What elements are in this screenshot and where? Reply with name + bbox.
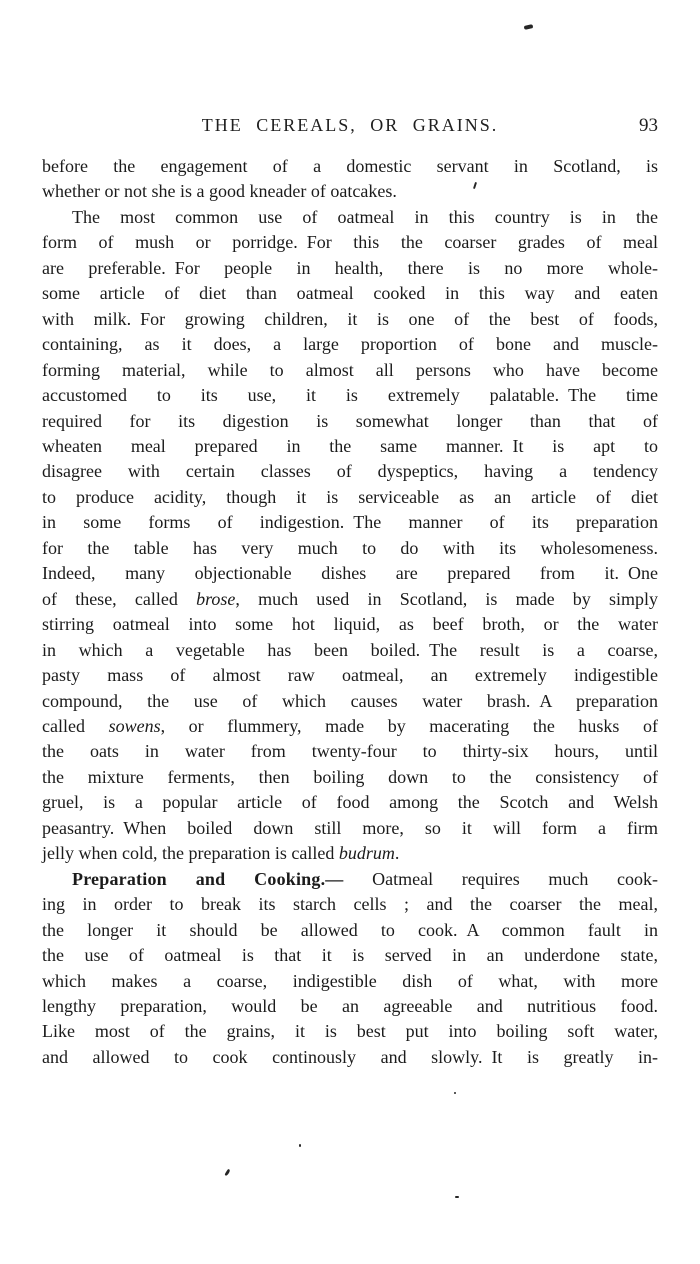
italic-term: sowens — [108, 715, 161, 736]
text-segment: accustomed to its use, it is extremely palatable. The time — [42, 385, 658, 406]
ink-speck — [455, 1196, 459, 1198]
text-line — [42, 485, 658, 510]
text-segment: , much used in Scotland, is made by simply — [235, 588, 658, 609]
text-line — [42, 739, 658, 764]
text-line — [42, 281, 658, 306]
italic-term: brose — [196, 588, 236, 609]
ink-speck — [299, 1144, 301, 1147]
text-segment: the use of oatmeal is that it is served in an underdone state, — [42, 945, 658, 966]
text-line — [42, 867, 658, 892]
text-segment: some article of diet than oatmeal cooked in this way and eaten — [42, 283, 658, 304]
page-number: 93 — [639, 115, 658, 136]
text-line — [42, 663, 658, 688]
text-segment: the oats in water from twenty-four to thirty-six hours, until — [42, 741, 658, 762]
text-segment: before the engagement of a domestic servant in Scotland, is — [42, 156, 658, 176]
text-line — [42, 841, 658, 866]
text-segment: and allowed to cook continously and slowly. It is greatly in- — [42, 1046, 658, 1067]
text-segment: Indeed, many objectionable dishes are prepared from it. One — [42, 563, 658, 584]
text-line — [42, 358, 658, 383]
text-line — [42, 969, 658, 994]
text-line — [42, 307, 658, 332]
text-segment: lengthy preparation, would be an agreeable and nutritious food. — [42, 995, 658, 1016]
text-segment: pasty mass of almost raw oatmeal, an extremely indigestible — [42, 665, 658, 686]
text-segment: ing in order to break its starch cells ; and the coarser the meal, — [42, 894, 658, 915]
text-segment: with milk. For growing children, it is one of the best of foods, — [42, 308, 658, 329]
text-line — [42, 765, 658, 790]
ink-speck — [454, 1092, 456, 1094]
section-heading: Preparation and Cooking.— — [72, 868, 344, 889]
text-segment: whether or not she is a good kneader of oatcakes. — [42, 181, 397, 202]
text-segment: Like most of the grains, it is best put into boiling soft water, — [42, 1021, 658, 1042]
text-segment: containing, as it does, a large proportion of bone and muscle- — [42, 334, 658, 355]
text-line — [42, 332, 658, 357]
italic-term: budrum — [338, 843, 395, 864]
text-line — [42, 612, 658, 637]
text-segment: to produce acidity, though it is serviceable as an article of diet — [42, 486, 658, 507]
text-line — [42, 409, 658, 434]
text-line — [42, 943, 658, 968]
text-segment: disagree with certain classes of dyspeptics, having a tendency — [42, 461, 658, 482]
text-segment: of these, called — [42, 588, 197, 609]
text-segment: , or flummery, made by macerating the husks of — [160, 715, 658, 736]
text-line — [42, 994, 658, 1019]
text-segment: stirring oatmeal into some hot liquid, as beef broth, or the water — [42, 614, 658, 635]
ink-speck — [524, 24, 534, 30]
text-segment: peasantry. When boiled down still more, so it will form a firm — [42, 817, 658, 838]
page-header-title: THE CEREALS, OR GRAINS. — [201, 115, 499, 135]
text-line — [42, 459, 658, 484]
text-line — [42, 256, 658, 281]
text-segment: are preferable. For people in health, there is no more whole- — [42, 257, 658, 278]
text-segment: in some forms of indigestion. The manner of its preparation — [42, 512, 658, 533]
text-line — [42, 230, 658, 255]
text-line — [42, 205, 658, 230]
text-line — [42, 638, 658, 663]
text-segment: gruel, is a popular article of food among the Scotch and Welsh — [42, 792, 658, 813]
text-line — [42, 918, 658, 943]
text-line — [42, 154, 658, 179]
text-line — [42, 816, 658, 841]
text-segment: for the table has very much to do with its wholesomeness. — [42, 537, 658, 558]
text-line — [42, 536, 658, 561]
text-segment: Oatmeal requires much cook- — [343, 868, 658, 889]
text-segment: The most common use of oatmeal in this country is in the — [72, 206, 658, 227]
text-line — [42, 1019, 658, 1044]
body-text — [42, 154, 658, 1070]
text-segment: . — [394, 843, 400, 864]
text-line — [42, 1045, 658, 1070]
text-line — [42, 179, 658, 204]
ink-speck — [224, 1169, 230, 1177]
text-line — [42, 510, 658, 535]
text-segment: called — [42, 715, 109, 736]
text-segment: which makes a coarse, indigestible dish of what, with more — [42, 970, 658, 991]
text-segment: wheaten meal prepared in the same manner. It is apt to — [42, 435, 658, 456]
text-line — [42, 383, 658, 408]
text-segment: form of mush or porridge. For this the coarser grades of meal — [42, 232, 658, 253]
text-line — [42, 689, 658, 714]
text-segment: forming material, while to almost all persons who have become — [42, 359, 658, 380]
running-header — [42, 115, 658, 136]
text-line — [42, 892, 658, 917]
text-segment: in which a vegetable has been boiled. The result is a coarse, — [42, 639, 658, 660]
text-line — [42, 561, 658, 586]
text-segment: the longer it should be allowed to cook. A common fault in — [42, 919, 658, 940]
text-line — [42, 790, 658, 815]
text-segment: required for its digestion is somewhat longer than that of — [42, 410, 658, 431]
text-segment: jelly when cold, the preparation is called — [42, 843, 339, 864]
text-segment: compound, the use of which causes water brash. A preparation — [42, 690, 658, 711]
text-segment: the mixture ferments, then boiling down to the consistency of — [42, 766, 658, 787]
text-line — [42, 587, 658, 612]
text-line — [42, 714, 658, 739]
text-line — [42, 434, 658, 459]
